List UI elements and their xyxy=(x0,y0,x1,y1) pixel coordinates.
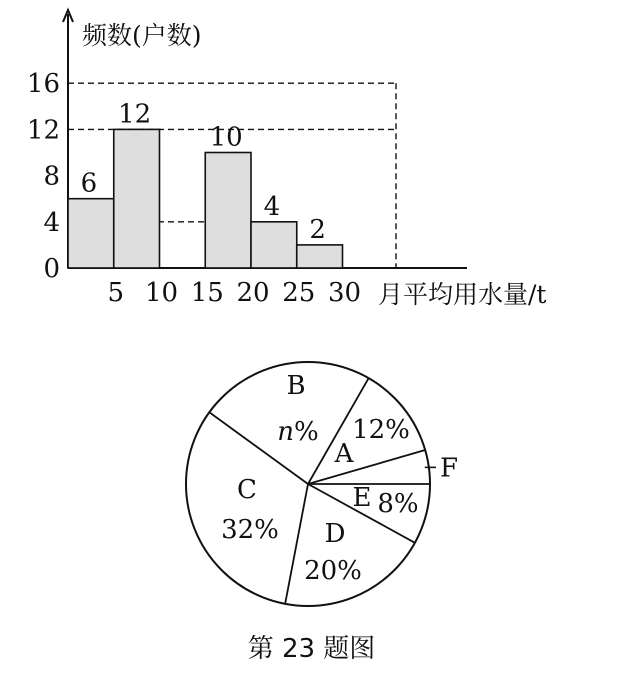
slice-label-F: F xyxy=(440,453,459,484)
x-tick-label: 10 xyxy=(144,278,179,308)
slice-value-n-variable: n xyxy=(277,417,295,447)
y-tick-label: 4 xyxy=(43,207,60,238)
slice-value-A: 12% xyxy=(352,415,410,445)
slice-value-E: 8% xyxy=(377,489,419,519)
x-tick-label: 15 xyxy=(190,278,224,308)
y-tick-label: 16 xyxy=(26,69,60,100)
slice-value-percent-sign: % xyxy=(294,417,319,447)
bar-12 xyxy=(114,129,160,268)
slice-label-D: D xyxy=(324,519,346,549)
bar-4 xyxy=(251,222,297,268)
x-tick-label: 30 xyxy=(327,278,362,308)
histogram xyxy=(27,10,547,309)
slice-label-C: C xyxy=(237,475,257,505)
x-tick-label: 5 xyxy=(107,278,125,308)
y-tick-label: 12 xyxy=(26,115,60,146)
x-tick-label: 25 xyxy=(282,278,316,308)
slice-value-C: 32% xyxy=(221,515,279,545)
pie-chart xyxy=(186,362,458,606)
bar-value-label: 4 xyxy=(263,191,281,222)
bar-value-label: 2 xyxy=(309,214,326,245)
slice-value-B xyxy=(277,417,318,447)
bar-6 xyxy=(68,199,114,268)
slice-label-A: A xyxy=(334,439,354,469)
slice-label-B: B xyxy=(286,371,306,401)
bar-value-label: 12 xyxy=(118,99,152,130)
bar-value-label: 6 xyxy=(80,168,98,199)
x-tick-label: 20 xyxy=(236,278,270,308)
figure-caption: 第 23 题图 xyxy=(247,634,376,664)
bar-10 xyxy=(205,153,251,269)
y-tick-label: 0 xyxy=(43,254,60,284)
slice-label-E: E xyxy=(352,483,372,513)
x-axis-title: 月平均用水量/t xyxy=(378,280,547,309)
slice-value-D: 20% xyxy=(304,556,362,586)
bar-value-label: 10 xyxy=(209,122,243,153)
bar-2 xyxy=(297,245,343,268)
y-tick-label: 8 xyxy=(43,161,60,192)
y-axis-title: 频数(户数) xyxy=(82,21,202,50)
